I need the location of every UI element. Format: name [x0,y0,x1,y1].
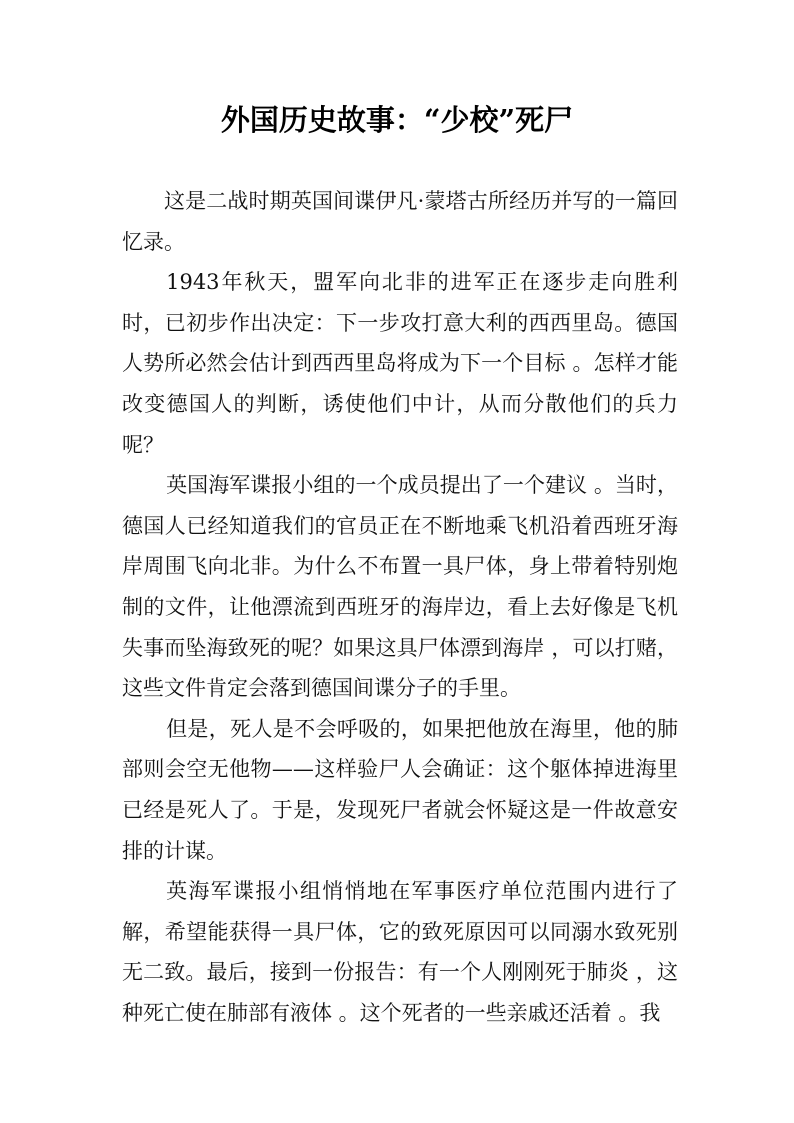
paragraph-3: 英国海军谍报小组的一个成员提出了一个建议 。当时，德国人已经知道我们的官员正在不断地乘飞机沿着西班牙海岸周围飞向北非。为什么不布置一具尸体，身上带着特别炮制的文件，让他漂流到西班牙的海岸边，看上去好像是飞机失事而坠海致死的呢？如果这具尸体漂到海岸 ，可以打赌，这些文件肯定会落到德国间谍分子的手里。 [122,473,678,701]
document-body [122,181,678,1033]
paragraph-5: 英海军谍报小组悄悄地在军事医疗单位范围内进行了解，希望能获得一具尸体，它的致死原因可以同溺水致死别无二致。最后，接到一份报告：有一个人刚刚死于肺炎 ，这种死亡使在肺部有液体 。这个死者的一些亲戚还活着 。我 [122,879,678,1025]
paragraph-4: 但是，死人是不会呼吸的，如果把他放在海里，他的肺部则会空无他物——这样验尸人会确证：这个躯体掉进海里已经是死人了。于是，发现死尸者就会怀疑这是一件故意安排的计谋。 [122,716,678,863]
paragraph-2: 1943年秋天，盟军向北非的进军正在逐步走向胜利时，已初步作出决定：下一步攻打意大利的西西里岛。德国人势所必然会估计到西西里岛将成为下一个目标 。怎样才能改变德国人的判断，诱使他们中计，从而分散他们的兵力呢？ [122,270,678,457]
paragraph-1: 这是二战时期英国间谍伊凡·蒙塔古所经历并写的一篇回忆录。 [122,189,678,254]
document-title: 外国历史故事：“少校”死尸 [220,103,574,137]
